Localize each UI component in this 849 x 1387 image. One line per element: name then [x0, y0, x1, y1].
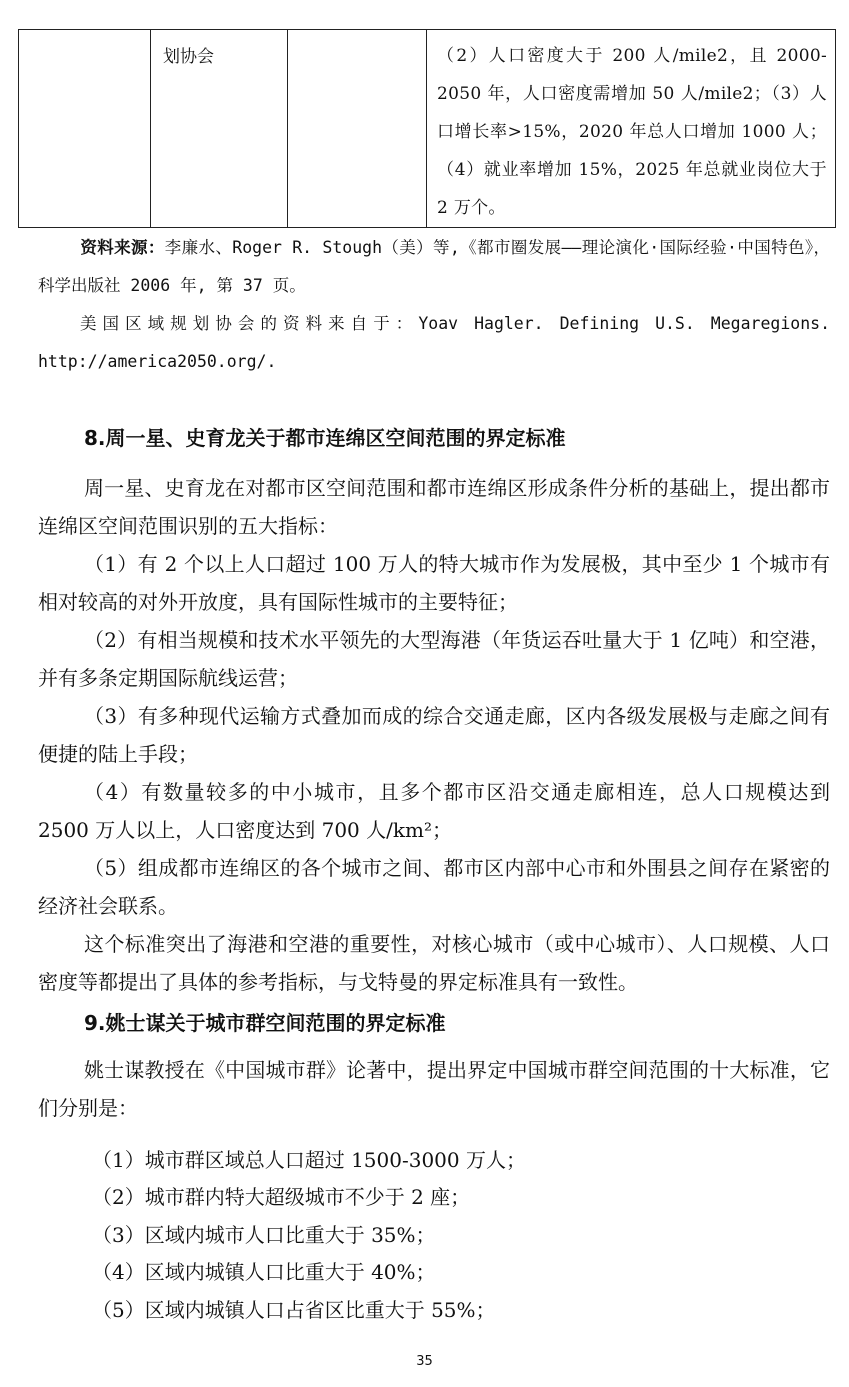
source-note: [38, 229, 830, 305]
section-9-item-3: （3）区域内城市人口比重大于 35%；: [92, 1223, 436, 1247]
section-9-intro: 姚士谋教授在《中国城市群》论著中，提出界定中国城市群空间范围的十大标准，它们分别是：: [38, 1058, 830, 1120]
section-8-item-4: （4）有数量较多的中小城市，且多个都市区沿交通走廊相连，总人口规模达到 2500 万人以上，人口密度达到 700 人/km²；: [38, 780, 830, 842]
organization-text: 划协会: [163, 47, 214, 67]
source-note-2: 美国区域规划协会的资料来自于：Yoav Hagler. Defining U.S. Megaregions. http://america2050.org/.: [38, 314, 830, 371]
table-cell-organization: [151, 30, 288, 228]
table-cell-criteria: [427, 30, 836, 228]
table-row: [19, 30, 836, 228]
source-label: 资料来源：: [80, 238, 165, 257]
section-8-item-2: （2）有相当规模和技术水平领先的大型海港（年货运吞吐量大于 1 亿吨）和空港，并有多条定期国际航线运营；: [38, 628, 830, 690]
section-9-item-4: （4）区域内城镇人口比重大于 40%；: [92, 1260, 436, 1284]
table-cell-empty-2: [288, 30, 427, 228]
section-8-item-3: （3）有多种现代运输方式叠加而成的综合交通走廊，区内各级发展极与走廊之间有便捷的陆上手段；: [38, 704, 830, 766]
page-number: 35: [416, 1354, 433, 1369]
source-text: 李廉水、Roger R. Stough（美）等,《都市圈发展——理论演化·国际经验·中国特色》，科学出版社 2006 年, 第 37 页。: [38, 238, 830, 295]
criteria-table-fragment: [18, 29, 836, 228]
section-8-intro: 周一星、史育龙在对都市区空间范围和都市连绵区形成条件分析的基础上，提出都市连绵区空间范围识别的五大指标：: [38, 476, 830, 538]
section-9-item-1: （1）城市群区域总人口超过 1500-3000 万人；: [92, 1148, 526, 1172]
section-8-item-5: （5）组成都市连绵区的各个城市之间、都市区内部中心市和外围县之间存在紧密的经济社会联系。: [38, 856, 830, 918]
section-8-summary: 这个标准突出了海港和空港的重要性，对核心城市（或中心城市）、人口规模、人口密度等都提出了具体的参考指标，与戈特曼的界定标准具有一致性。: [38, 932, 830, 994]
section-8-item-1: （1）有 2 个以上人口超过 100 万人的特大城市作为发展极，其中至少 1 个城市有相对较高的对外开放度，具有国际性城市的主要特征；: [38, 552, 830, 614]
section-9-item-5: （5）区域内城镇人口占省区比重大于 55%；: [92, 1298, 496, 1322]
section-9-item-2: （2）城市群内特大超级城市不少于 2 座；: [92, 1185, 471, 1209]
section-8-heading: 8.周一星、史育龙关于都市连绵区空间范围的界定标准: [84, 426, 566, 450]
criteria-text: （2）人口密度大于 200 人/mile2，且 2000-2050 年，人口密度需增加 50 人/mile2；（3）人口增长率>15%，2020 年总人口增加 1000 人；（4）就业率增加 15%，2025 年总就业岗位大于 2 万个。: [437, 46, 827, 218]
table-cell-empty: [19, 30, 151, 228]
section-9-heading: 9.姚士谋关于城市群空间范围的界定标准: [84, 1011, 446, 1035]
